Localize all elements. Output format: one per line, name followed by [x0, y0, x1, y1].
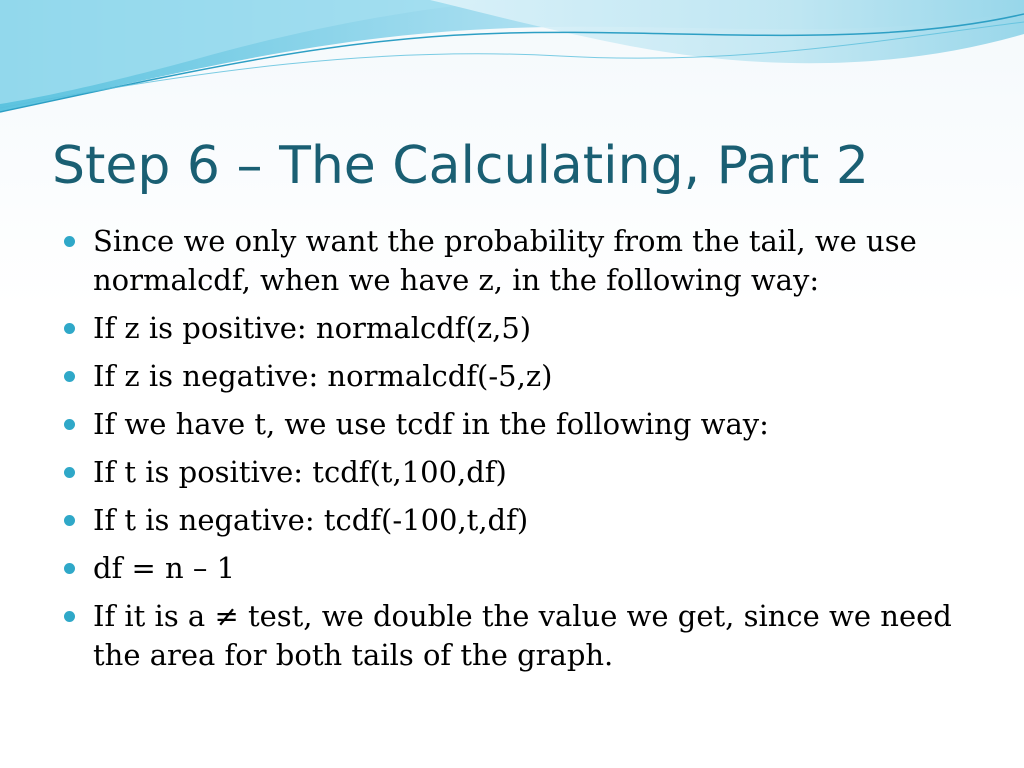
decorative-wave-banner [0, 0, 1024, 120]
bullet-marker-icon [64, 371, 75, 382]
bullet-marker-icon [64, 611, 75, 622]
bullet-marker-icon [64, 323, 75, 334]
bullet-item [64, 357, 984, 396]
bullet-text: If we have t, we use tcdf in the following way: [93, 407, 769, 441]
bullet-item [64, 501, 984, 540]
bullet-marker-icon [64, 515, 75, 526]
bullet-list [64, 222, 984, 684]
bullet-item [64, 453, 984, 492]
bullet-marker-icon [64, 236, 75, 247]
bullet-text: Since we only want the probability from the tail, we use normalcdf, when we have z, in the following way: [93, 224, 917, 297]
bullet-text: If it is a ≠ test, we double the value we get, since we need the area for both tails of the graph. [93, 599, 952, 672]
slide-title: Step 6 – The Calculating, Part 2 [52, 136, 869, 196]
bullet-item [64, 309, 984, 348]
bullet-item [64, 597, 984, 675]
bullet-item [64, 222, 984, 300]
bullet-text: If t is positive: tcdf(t,100,df) [93, 455, 507, 489]
bullet-text: If z is positive: normalcdf(z,5) [93, 311, 532, 345]
bullet-item [64, 405, 984, 444]
bullet-marker-icon [64, 467, 75, 478]
bullet-text: If z is negative: normalcdf(-5,z) [93, 359, 553, 393]
bullet-text: df = n – 1 [93, 551, 236, 585]
bullet-text: If t is negative: tcdf(-100,t,df) [93, 503, 529, 537]
bullet-item [64, 549, 984, 588]
bullet-marker-icon [64, 419, 75, 430]
bullet-marker-icon [64, 563, 75, 574]
